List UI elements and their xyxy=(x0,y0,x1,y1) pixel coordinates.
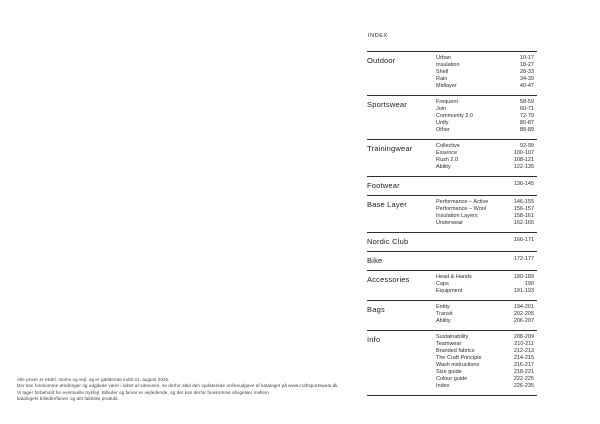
index-row xyxy=(436,341,534,348)
index-row xyxy=(436,143,534,150)
index-row-pages: 216-217 xyxy=(513,362,534,368)
index-row-pages: 222-225 xyxy=(513,376,534,382)
section-title: Accessories xyxy=(367,275,410,284)
index-row-label: Join xyxy=(436,106,447,112)
index-row xyxy=(436,127,534,134)
index-row xyxy=(436,55,534,62)
index-row-label: Midlayer xyxy=(436,83,457,89)
section-rows xyxy=(436,99,537,134)
index-row-label: Shell xyxy=(436,69,449,75)
index-row-label: Ability xyxy=(436,164,451,170)
section-title: Trainingwear xyxy=(367,144,413,153)
section-title: Outdoor xyxy=(367,56,396,65)
index-row-label: Head & Hands xyxy=(436,274,472,280)
index-row xyxy=(436,376,534,383)
index-row-label: Urban xyxy=(436,55,451,61)
section-title: Nordic Club xyxy=(367,237,409,246)
section-rows xyxy=(436,199,537,227)
index-row-pages: 92-99 xyxy=(519,143,534,149)
index-row-label: Rain xyxy=(436,76,448,82)
index-section xyxy=(367,176,537,195)
index-row xyxy=(436,76,534,83)
footer-disclaimer xyxy=(17,377,337,402)
index-row-pages: 100-107 xyxy=(513,150,534,156)
index-row-label: Underwear xyxy=(436,220,463,226)
index-row xyxy=(436,120,534,127)
index-row-label: Caps xyxy=(436,281,449,287)
index-row xyxy=(436,318,534,325)
index-row xyxy=(436,281,534,288)
section-page-range: 166-171 xyxy=(513,237,534,243)
disclaimer-line: Alle priser er ekskl. moms og vejl. og er gældende indtil 31. august 2026. xyxy=(17,377,170,382)
index-row-label: Collective xyxy=(436,143,460,149)
index-row xyxy=(436,157,534,164)
index-section xyxy=(367,195,537,232)
index-section xyxy=(367,51,537,95)
index-row xyxy=(436,355,534,362)
index-row-pages: 162-165 xyxy=(513,220,534,226)
index-row xyxy=(436,62,534,69)
index-row xyxy=(436,304,534,311)
index-row xyxy=(436,334,534,341)
section-title: Info xyxy=(367,335,381,344)
index-row xyxy=(436,348,534,355)
index-row xyxy=(436,362,534,369)
index-row-pages: 18-27 xyxy=(519,62,534,68)
index-row-label: Frequent xyxy=(436,99,459,105)
index-row-label: Index xyxy=(436,383,450,389)
index-row-pages: 180-189 xyxy=(513,274,534,280)
index-row-pages: 212-213 xyxy=(513,348,534,354)
section-page-range: 136-145 xyxy=(513,181,534,187)
index-section xyxy=(367,232,537,251)
index-row xyxy=(436,369,534,376)
index-row-label: Transit xyxy=(436,311,453,317)
section-title: Bike xyxy=(367,256,383,265)
index-row xyxy=(436,99,534,106)
index-row-label: Insulation Layers xyxy=(436,213,478,219)
index-row-pages: 191-193 xyxy=(513,288,534,294)
section-title: Sportswear xyxy=(367,100,407,109)
index-sections xyxy=(367,51,537,396)
disclaimer-line: Der kan forekomme ændringer og udgåede varer i løbet af sæsonen, se derfor altid den opdaterede onlineudgave af kataloget på www.craftsportswear.dk xyxy=(17,383,338,389)
index-row-pages: 122-135 xyxy=(513,164,534,170)
index-row-pages: 158-161 xyxy=(513,213,534,219)
index-row-pages: 202-205 xyxy=(513,311,534,317)
page-title: INDEX xyxy=(368,33,388,39)
index-row-pages: 60-71 xyxy=(519,106,534,112)
section-rows xyxy=(436,304,537,325)
index-row-pages: 226-235 xyxy=(513,383,534,389)
section-rows xyxy=(436,143,537,171)
index-row-label: Colour guide xyxy=(436,376,468,382)
index-row-label: The Craft Principle xyxy=(436,355,482,361)
index-row-label: Size guide xyxy=(436,369,462,375)
index-row-pages: 206-207 xyxy=(513,318,534,324)
index-row xyxy=(436,106,534,113)
index-table xyxy=(367,33,537,396)
index-row xyxy=(436,164,534,171)
index-row-label: Unify xyxy=(436,120,449,126)
index-section xyxy=(367,139,537,176)
index-row-pages: 194-201 xyxy=(513,304,534,310)
index-section xyxy=(367,300,537,330)
index-row-label: Equipment xyxy=(436,288,463,294)
index-row xyxy=(436,288,534,295)
index-row-label: Essence xyxy=(436,150,458,156)
section-rows xyxy=(436,55,537,90)
index-row xyxy=(436,83,534,90)
index-row xyxy=(436,213,534,220)
section-title: Bags xyxy=(367,305,385,314)
index-section xyxy=(367,330,537,396)
index-row-pages: 146-155 xyxy=(513,199,534,205)
section-rows xyxy=(436,274,537,295)
index-row-label: Other xyxy=(436,127,450,133)
index-row-pages: 214-215 xyxy=(513,355,534,361)
index-row-label: Sustainability xyxy=(436,334,469,340)
index-row xyxy=(436,69,534,76)
index-row-label: Performance – Active xyxy=(436,199,489,205)
index-row-pages: 156-157 xyxy=(513,206,534,212)
index-section xyxy=(367,251,537,270)
index-row-label: Insulation xyxy=(436,62,460,68)
index-row-pages: 190 xyxy=(524,281,534,287)
index-row-label: Community 2.0 xyxy=(436,113,473,119)
index-row-pages: 108-121 xyxy=(513,157,534,163)
index-row-label: Entity xyxy=(436,304,450,310)
index-row xyxy=(436,113,534,120)
index-row-pages: 40-47 xyxy=(519,83,534,89)
index-row-pages: 28-33 xyxy=(519,69,534,75)
index-row-pages: 80-87 xyxy=(519,120,534,126)
disclaimer-line: katalogets billeder/farver og det faktiske produkt. xyxy=(17,395,119,401)
index-row xyxy=(436,274,534,281)
index-row-pages: 34-39 xyxy=(519,76,534,82)
section-rows xyxy=(436,334,537,390)
disclaimer-line: Vi tager forbehold for eventuelle trykfejl. Billeder og farver er vejledende, og der kan derfor forekomme afvigelser mellem xyxy=(17,389,269,395)
index-row-pages: 72-79 xyxy=(519,113,534,119)
index-row xyxy=(436,199,534,206)
index-section xyxy=(367,95,537,139)
index-row-label: Wash instructions xyxy=(436,362,480,368)
index-row-pages: 58-59 xyxy=(519,99,534,105)
index-row-pages: 88-89 xyxy=(519,127,534,133)
index-row xyxy=(436,220,534,227)
index-row xyxy=(436,206,534,213)
index-row xyxy=(436,150,534,157)
section-title: Base Layer xyxy=(367,200,407,209)
index-row-pages: 210-211 xyxy=(514,341,534,347)
index-row xyxy=(436,311,534,318)
index-row-label: Branded fabrics xyxy=(436,348,475,354)
index-row-pages: 10-17 xyxy=(519,55,534,61)
index-row-label: Rush 2.0 xyxy=(436,157,459,163)
index-row-label: Performance – Wool xyxy=(436,206,487,212)
section-page-range: 172-177 xyxy=(513,256,534,262)
index-row-pages: 208-209 xyxy=(513,334,534,340)
index-row-label: Ability xyxy=(436,318,451,324)
section-title: Footwear xyxy=(367,181,400,190)
index-row xyxy=(436,383,534,390)
index-section xyxy=(367,270,537,300)
index-row-label: Teamwear xyxy=(436,341,462,347)
index-row-pages: 218-221 xyxy=(513,369,534,375)
